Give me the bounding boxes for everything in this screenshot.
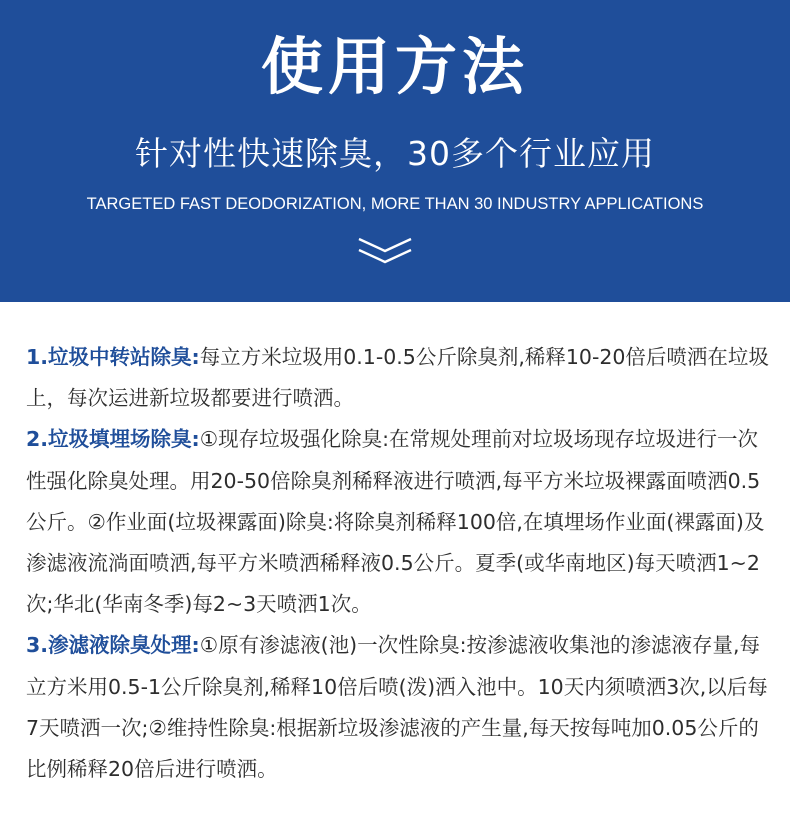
banner-english-subtitle: TARGETED FAST DEODORIZATION, MORE THAN 30 INDUSTRY APPLICATIONS (86, 195, 704, 213)
section-heading: 2.垃圾填埋场除臭: (26, 427, 200, 452)
usage-instructions (26, 337, 774, 790)
page-title: 使用方法 (260, 30, 529, 103)
section-body: ①原有渗滤液(池)一次性除臭:按渗滤液收集池的渗滤液存量,每立方米用0.5-1公斤除臭剂,稀释10倍后喷(泼)洒入池中。10天内须喷洒3次,以后每7天喷洒一次;②维持性除臭:根据新垃圾渗滤液的产生量,每天按每吨加0.05公斤的比例稀释20倍后进行喷洒。 (26, 633, 768, 782)
double-chevron-down-icon (356, 236, 414, 266)
section-heading: 1.垃圾中转站除臭: (26, 345, 200, 369)
header-banner (0, 0, 790, 302)
section-transfer-station (26, 337, 774, 419)
banner-subtitle: 针对性快速除臭，30多个行业应用 (135, 134, 655, 173)
section-body: 每立方米垃圾用0.1-0.5公斤除臭剂,稀释10-20倍后喷洒在垃圾上，每次运进新垃圾都要进行喷洒。 (26, 345, 769, 411)
section-body: ①现存垃圾强化除臭:在常规处理前对垃圾场现存垃圾进行一次性强化除臭处理。用20-50倍除臭剂稀释液进行喷洒,每平方米垃圾裸露面喷洒0.5公斤。②作业面(垃圾裸露面)除臭:将除臭剂稀释100倍,在填埋场作业面(裸露面)及渗滤液流淌面喷洒,每平方米喷洒稀释液0.5公斤。夏季(或华南地区)每天喷洒1~2次;华北(华南冬季)每2~3天喷洒1次。 (26, 427, 765, 617)
section-landfill (26, 419, 774, 625)
section-leachate (26, 625, 774, 790)
section-heading: 3.渗滤液除臭处理: (26, 633, 200, 658)
